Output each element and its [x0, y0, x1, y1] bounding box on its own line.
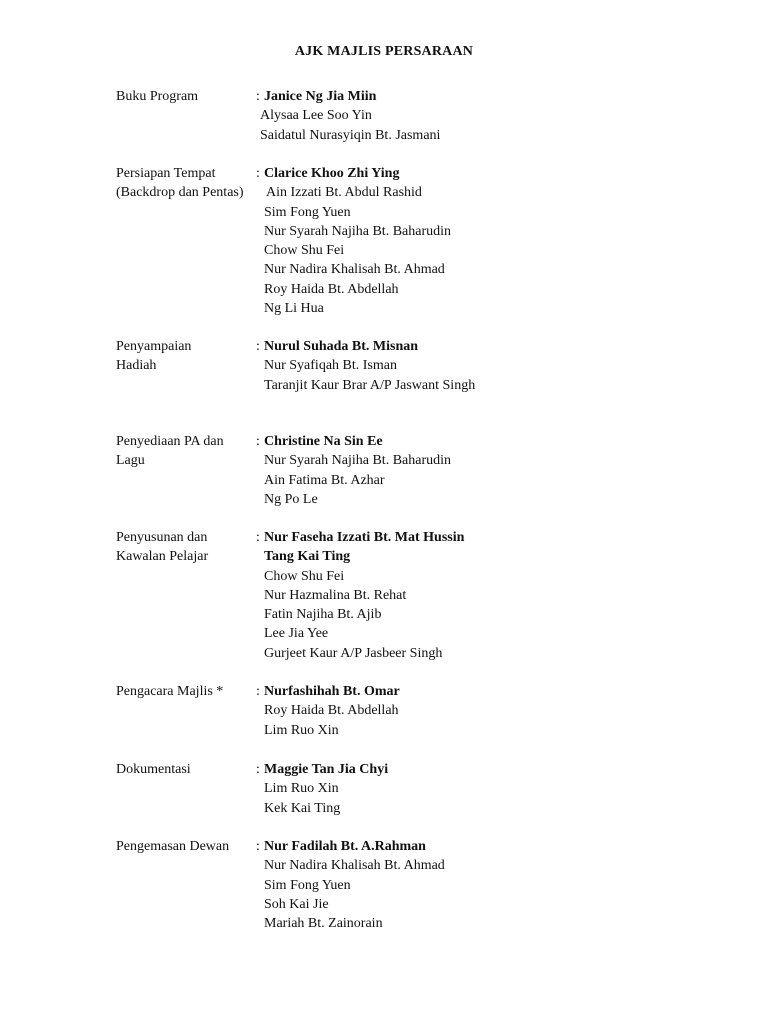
colon-separator: :	[256, 89, 260, 104]
label-line: Pengemasan Dewan	[116, 839, 230, 854]
member-list	[264, 528, 464, 663]
member: Chow Shu Fei	[264, 568, 345, 584]
member: Ain Fatima Bt. Azhar	[264, 472, 385, 488]
member: Sim Fong Yuen	[264, 877, 351, 893]
section-label	[116, 528, 266, 567]
member: Ng Po Le	[264, 491, 318, 507]
member: Mariah Bt. Zainorain	[264, 916, 383, 932]
document-title: AJK MAJLIS PERSARAAN	[294, 44, 474, 59]
label-line: Penyampaian	[116, 339, 192, 354]
member: Nur Hazmalina Bt. Rehat	[264, 587, 407, 603]
section-label	[116, 760, 266, 779]
member-head: Nur Faseha Izzati Bt. Mat Hussin	[264, 530, 465, 545]
member-list	[264, 432, 451, 509]
member: Roy Haida Bt. Abdellah	[264, 703, 399, 719]
colon-separator: :	[256, 434, 260, 449]
member: Lim Ruo Xin	[264, 722, 339, 738]
member: Chow Shu Fei	[264, 243, 345, 259]
label-line: Kawalan Pelajar	[116, 549, 209, 565]
label-line: Lagu	[116, 453, 145, 469]
member-list	[264, 760, 388, 818]
member-list	[264, 337, 475, 395]
colon-separator: :	[256, 339, 260, 354]
label-line: Penyusunan dan	[116, 530, 208, 545]
member: Ng Li Hua	[264, 301, 324, 317]
label-line: (Backdrop dan Pentas)	[116, 185, 244, 201]
member: Gurjeet Kaur A/P Jasbeer Singh	[264, 645, 443, 661]
member-head: Maggie Tan Jia Chyi	[264, 762, 389, 777]
member: Fatin Najiha Bt. Ajib	[264, 607, 382, 623]
member-head: Christine Na Sin Ee	[264, 434, 383, 449]
member-list	[264, 164, 451, 318]
member: Soh Kai Jie	[264, 896, 329, 912]
member: Lim Ruo Xin	[264, 781, 339, 797]
member-head: Tang Kai Ting	[264, 549, 351, 565]
member: Alysaa Lee Soo Yin	[260, 108, 372, 124]
member: Nur Nadira Khalisah Bt. Ahmad	[264, 262, 445, 278]
label-line: Persiapan Tempat	[116, 166, 216, 181]
member: Ain Izzati Bt. Abdul Rashid	[266, 185, 422, 201]
colon-separator: :	[256, 684, 260, 699]
member: Nur Nadira Khalisah Bt. Ahmad	[264, 858, 445, 874]
label-line: Hadiah	[116, 358, 157, 374]
member: Lee Jia Yee	[264, 626, 329, 642]
section-label	[116, 837, 266, 856]
member: Nur Syarah Najiha Bt. Baharudin	[264, 223, 452, 239]
member: Taranjit Kaur Brar A/P Jaswant Singh	[264, 377, 476, 393]
member: Nur Syafiqah Bt. Isman	[264, 358, 397, 374]
section-label	[116, 432, 266, 471]
member-list	[264, 837, 445, 933]
member: Nur Syarah Najiha Bt. Baharudin	[264, 453, 452, 469]
member: Kek Kai Ting	[264, 800, 341, 816]
colon-separator: :	[256, 762, 260, 777]
label-line: Dokumentasi	[116, 762, 191, 777]
member: Sim Fong Yuen	[264, 204, 351, 220]
label-line: Penyediaan PA dan	[116, 434, 224, 449]
member-head: Clarice Khoo Zhi Ying	[264, 166, 400, 181]
colon-separator: :	[256, 166, 260, 181]
member-list	[264, 682, 400, 740]
member-list	[260, 87, 441, 145]
section-label	[116, 164, 266, 203]
section-label	[116, 87, 266, 106]
member: Saidatul Nurasyiqin Bt. Jasmani	[260, 127, 441, 143]
member: Roy Haida Bt. Abdellah	[264, 281, 399, 297]
member-head: Nur Fadilah Bt. A.Rahman	[264, 839, 426, 854]
label-line: Buku Program	[116, 89, 199, 104]
member-head: Janice Ng Jia Miin	[264, 89, 377, 104]
member-head: Nurul Suhada Bt. Misnan	[264, 339, 419, 354]
section-label	[116, 337, 266, 376]
label-line: Pengacara Majlis *	[116, 684, 224, 699]
colon-separator: :	[256, 839, 260, 854]
section-label	[116, 682, 266, 701]
colon-separator: :	[256, 530, 260, 545]
member-head: Nurfashihah Bt. Omar	[264, 684, 400, 699]
